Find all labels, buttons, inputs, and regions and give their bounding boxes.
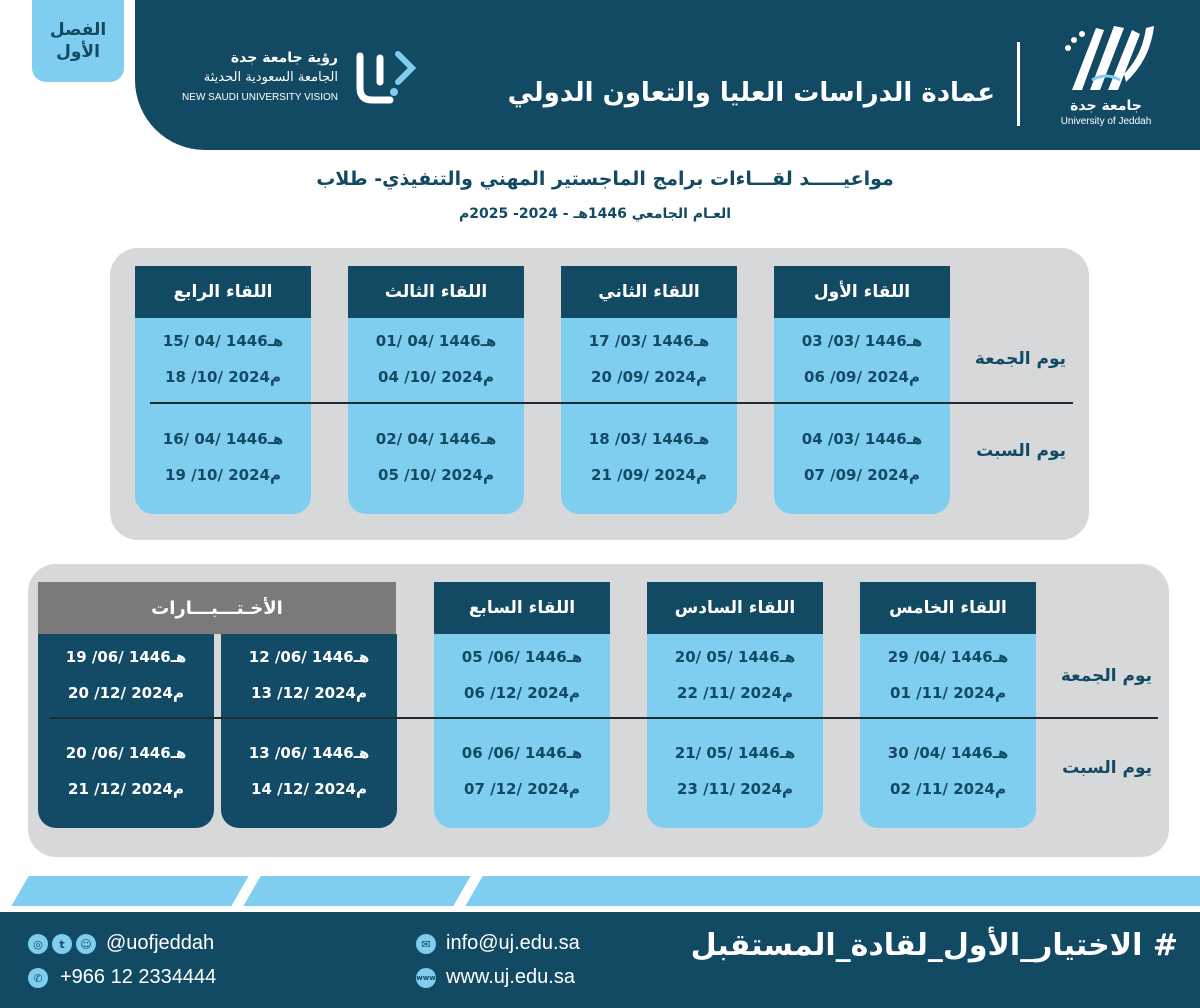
friday-hijri-date: 29 /04/ 1446هـ: [887, 648, 1009, 666]
friday-gregorian-date: 06 /12/ 2024م: [464, 684, 580, 702]
saturday-gregorian-date: 02 /11/ 2024م: [890, 780, 1006, 798]
university-name-ar: جامعة جدة: [1070, 98, 1142, 114]
meeting-title-1: اللقاء الأول: [774, 266, 950, 318]
exam-column-2: [38, 582, 214, 828]
meeting-dates-6: [647, 634, 823, 828]
meeting-dates-7: [434, 634, 610, 828]
meeting-dates-1: [774, 318, 950, 514]
department-title: عمادة الدراسات العليا والتعاون الدولي: [507, 78, 995, 108]
friday-hijri-date: 20/ 05/ 1446هـ: [674, 648, 796, 666]
day-separator-1: [150, 402, 1073, 404]
meeting-column-2: [561, 266, 737, 514]
saturday-hijri-date: 04 /03/ 1446هـ: [801, 430, 923, 448]
vision-logo: [170, 48, 420, 118]
friday-gregorian-date: 20 /12/ 2024م: [68, 684, 184, 702]
meeting-title-7: اللقاء السابع: [434, 582, 610, 634]
saturday-hijri-date: 13 /06/ 1446هـ: [248, 744, 370, 762]
saturday-hijri-date: 20 /06/ 1446هـ: [65, 744, 187, 762]
university-emblem-icon: [1054, 20, 1158, 96]
exams-header: الأخـتـــبـــارات: [38, 582, 396, 634]
meeting-column-7: [434, 582, 610, 828]
friday-gregorian-date: 20 /09/ 2024م: [591, 368, 707, 386]
friday-gregorian-date: 18 /10/ 2024م: [165, 368, 281, 386]
saturday-hijri-date: 21/ 05/ 1446هـ: [674, 744, 796, 762]
semester-tab: [32, 0, 124, 82]
meeting-column-6: [647, 582, 823, 828]
saturday-hijri-date: 30 /04/ 1446هـ: [887, 744, 1009, 762]
saturday-hijri-date: 02/ 04/ 1446هـ: [375, 430, 497, 448]
friday-hijri-date: 05 /06/ 1446هـ: [461, 648, 583, 666]
footer-hashtag: # الاختيار_الأول_لقادة_المستقبل: [690, 928, 1178, 963]
phone-icon: ✆: [28, 968, 48, 988]
friday-gregorian-date: 13 /12/ 2024م: [251, 684, 367, 702]
web-icon: www: [416, 968, 436, 988]
email-link[interactable]: info@uj.edu.sa: [446, 932, 580, 954]
exam-column-1: [221, 582, 397, 828]
meeting-column-1: [774, 266, 950, 514]
meeting-dates-2: [561, 318, 737, 514]
day-separator-2: [50, 717, 1158, 719]
day-label-saturday-1: يوم السبت: [976, 441, 1066, 461]
website-link[interactable]: www.uj.edu.sa: [446, 966, 575, 988]
saturday-gregorian-date: 23 /11/ 2024م: [677, 780, 793, 798]
saturday-gregorian-date: 07 /09/ 2024م: [804, 466, 920, 484]
saturday-gregorian-date: 21 /09/ 2024م: [591, 466, 707, 484]
meeting-column-4: [135, 266, 311, 514]
footer-stripe-2: [243, 876, 470, 906]
exam-dates-2: [38, 634, 214, 828]
vision-mark-icon: [350, 48, 420, 110]
friday-hijri-date: 15/ 04/ 1446هـ: [162, 332, 284, 350]
friday-hijri-date: 03 /03/ 1446هـ: [801, 332, 923, 350]
friday-gregorian-date: 06 /09/ 2024م: [804, 368, 920, 386]
email-icon: ✉: [416, 934, 436, 954]
footer-stripe-3: [465, 876, 1200, 906]
friday-hijri-date: 01/ 04/ 1446هـ: [375, 332, 497, 350]
university-name-en: University of Jeddah: [1060, 116, 1152, 127]
meeting-dates-4: [135, 318, 311, 514]
instagram-icon[interactable]: ◎: [28, 934, 48, 954]
social-handle[interactable]: @uofjeddah: [106, 932, 215, 954]
meeting-title-5: اللقاء الخامس: [860, 582, 1036, 634]
university-logo: [1046, 20, 1166, 130]
saturday-hijri-date: 18 /03/ 1446هـ: [588, 430, 710, 448]
vision-subtext-ar: الجامعة السعودية الحديثة: [203, 70, 338, 85]
day-label-friday-2: يوم الجمعة: [1060, 666, 1152, 686]
friday-gregorian-date: 04 /10/ 2024م: [378, 368, 494, 386]
vision-text-ar: رؤية جامعة جدة: [230, 50, 338, 66]
meeting-title-2: اللقاء الثاني: [561, 266, 737, 318]
meeting-dates-5: [860, 634, 1036, 828]
meeting-column-5: [860, 582, 1036, 828]
semester-line-2: الأول: [56, 42, 100, 62]
semester-line-1: الفصل: [49, 20, 107, 40]
snapchat-icon[interactable]: ☺: [76, 934, 96, 954]
vision-text-en: NEW SAUDI UNIVERSITY VISION: [182, 92, 338, 103]
friday-hijri-date: 12 /06/ 1446هـ: [248, 648, 370, 666]
friday-hijri-date: 17 /03/ 1446هـ: [588, 332, 710, 350]
saturday-gregorian-date: 19 /10/ 2024م: [165, 466, 281, 484]
phone-number[interactable]: +966 12 2334444: [60, 966, 217, 988]
day-label-friday-1: يوم الجمعة: [974, 349, 1066, 369]
saturday-hijri-date: 06 /06/ 1446هـ: [461, 744, 583, 762]
saturday-gregorian-date: 05 /10/ 2024م: [378, 466, 494, 484]
footer-stripe-1: [11, 876, 248, 906]
header-divider: [1017, 42, 1020, 126]
meeting-title-6: اللقاء السادس: [647, 582, 823, 634]
meeting-title-4: اللقاء الرابع: [135, 266, 311, 318]
saturday-gregorian-date: 07 /12/ 2024م: [464, 780, 580, 798]
meeting-column-3: [348, 266, 524, 514]
friday-gregorian-date: 01 /11/ 2024م: [890, 684, 1006, 702]
saturday-gregorian-date: 21 /12/ 2024م: [68, 780, 184, 798]
exam-dates-1: [221, 634, 397, 828]
meeting-title-3: اللقاء الثالث: [348, 266, 524, 318]
friday-gregorian-date: 22 /11/ 2024م: [677, 684, 793, 702]
academic-year: العـام الجامعي 1446هـ - 2024- 2025م: [458, 206, 732, 222]
day-label-saturday-2: يوم السبت: [1062, 758, 1152, 778]
friday-hijri-date: 19 /06/ 1446هـ: [65, 648, 187, 666]
schedule-title: مواعيـــــد لقـــاءات برامج الماجستير المهني والتنفيذي- طلاب: [316, 168, 894, 190]
twitter-icon[interactable]: t: [52, 934, 72, 954]
saturday-hijri-date: 16/ 04/ 1446هـ: [162, 430, 284, 448]
meeting-dates-3: [348, 318, 524, 514]
saturday-gregorian-date: 14 /12/ 2024م: [251, 780, 367, 798]
